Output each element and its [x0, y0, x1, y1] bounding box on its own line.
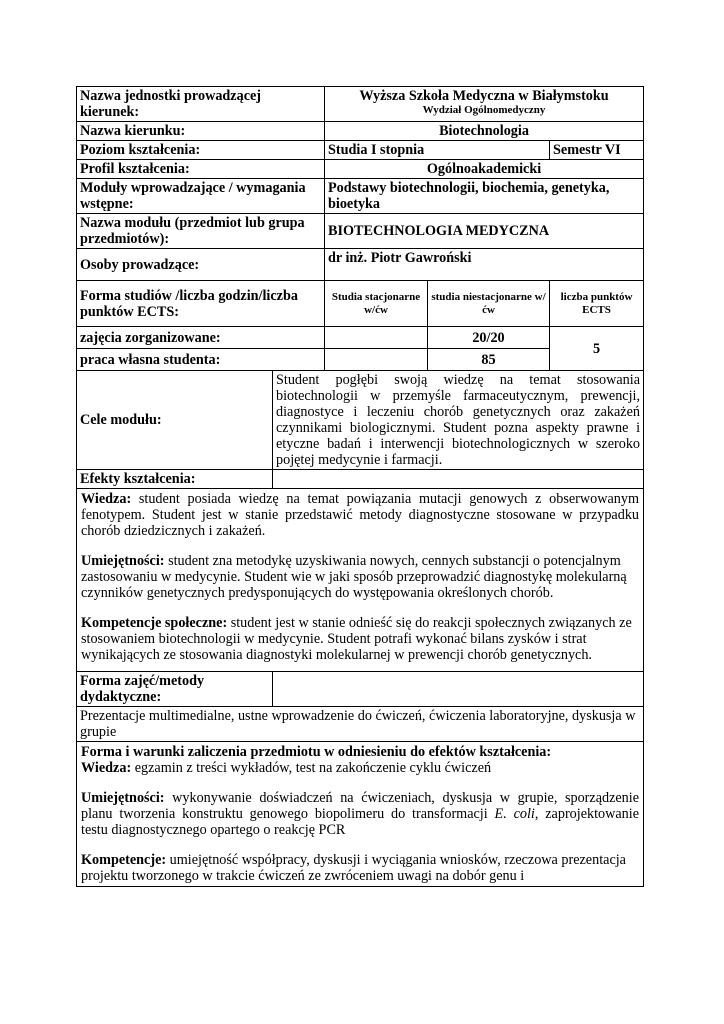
effects-knowledge	[81, 491, 639, 539]
ects-value: 5	[550, 327, 644, 371]
assessment-label: Forma i warunki zaliczenia przedmiotu w odniesieniu do efektów kształcenia:	[81, 744, 552, 760]
effects-header-row	[77, 470, 644, 489]
assessment-skills-label: Umiejętności:	[81, 790, 165, 806]
unit-row	[77, 87, 644, 122]
methods-label: Forma zajęć/metody dydaktyczne:	[77, 672, 273, 707]
effects-social-label: Kompetencje społeczne:	[81, 615, 228, 631]
organized-part-time: 20/20	[428, 327, 550, 349]
level-row	[77, 141, 644, 160]
methods-header-row	[77, 672, 644, 707]
prereq-label: Moduły wprowadzające / wymagania wstępne:	[77, 179, 325, 214]
syllabus-table	[76, 86, 644, 887]
effects-label: Efekty kształcenia:	[77, 470, 273, 489]
module-row	[77, 214, 644, 249]
assessment-knowledge-label: Wiedza:	[81, 760, 132, 776]
methods-header-empty	[273, 672, 644, 707]
assessment-competence-text: umiejętność współpracy, dyskusji i wyciągania wniosków, rzeczowa prezentacja projektu tworzonego w trakcie ćwiczeń ze zwróceniem uwagi na dobór genu i	[81, 852, 626, 884]
methods-body-row	[77, 707, 644, 742]
col-part-time: studia niestacjonarne w/ćw	[428, 281, 550, 327]
teachers-value: dr inż. Piotr Gawroński	[325, 249, 644, 281]
profile-label: Profil kształcenia:	[77, 160, 325, 179]
selfwork-stationary	[325, 349, 428, 371]
col-ects: liczba punktów ECTS	[550, 281, 644, 327]
unit-label: Nazwa jednostki prowadzącej kierunek:	[77, 87, 325, 122]
effects-knowledge-label: Wiedza:	[81, 491, 132, 507]
profile-row	[77, 160, 644, 179]
unit-cell	[325, 87, 644, 122]
module-label: Nazwa modułu (przedmiot lub grupa przedmiotów):	[77, 214, 325, 249]
teachers-row	[77, 249, 644, 281]
organized-row	[77, 327, 644, 349]
level-value: Studia I stopnia	[325, 141, 550, 160]
assessment-knowledge	[81, 760, 639, 776]
unit-value: Wyższa Szkoła Medyczna w Białymstoku	[359, 88, 609, 104]
assessment-skills-italic: E. coli	[494, 806, 535, 822]
goals-text: Student pogłębi swoją wiedzę na temat stosowania biotechnologii w przemyśle farmaceutycznym, prewencji, diagnostyce i leczeniu chorób genetycznych oraz zakażeń czynnikami biologicznymi. Student pozna aspekty prawne i etyczne badań i interwencji biotechnologicznych w szeroko pojętej medycynie i farmacji.	[273, 371, 644, 470]
field-row	[77, 122, 644, 141]
assessment-competence	[81, 852, 639, 884]
effects-skills-label: Umiejętności:	[81, 553, 165, 569]
assessment-body	[77, 742, 644, 887]
selfwork-label: praca własna studenta:	[77, 349, 325, 371]
assessment-competence-label: Kompetencje:	[81, 852, 167, 868]
teachers-label: Osoby prowadzące:	[77, 249, 325, 281]
effects-social-text: student jest w stanie odnieść się do reakcji społecznych związanych ze stosowaniem biotechnologii w medycynie. Student potrafi wykonać bilans zysków i strat wynikających ze stosowania diagnostyki molekularnej w prewencji chorób genetycznych.	[81, 615, 632, 663]
prereq-row	[77, 179, 644, 214]
methods-text: Prezentacje multimedialne, ustne wprowadzenie do ćwiczeń, ćwiczenia laboratoryjne, dyskusja w grupie	[77, 707, 644, 742]
module-value: BIOTECHNOLOGIA MEDYCZNA	[325, 214, 644, 249]
prereq-value: Podstawy biotechnologii, biochemia, genetyka, bioetyka	[325, 179, 644, 214]
forms-header-row	[77, 281, 644, 327]
profile-value: Ogólnoakademicki	[325, 160, 644, 179]
effects-body-row	[77, 489, 644, 672]
assessment-skills	[81, 790, 639, 838]
effects-social	[81, 615, 639, 663]
module-syllabus	[76, 86, 643, 887]
assessment-skills-text-b: , zaprojektowanie testu diagnostycznego opartego o reakcję PCR	[81, 806, 640, 838]
effects-header-empty	[273, 470, 644, 489]
effects-skills-text: student zna metodykę uzyskiwania nowych, cennych substancji o potencjalnym zastosowaniu w medycynie. Student wie w jaki sposób przeprowadzić diagnostykę molekularną czynników genetycznych predysponujących do występowania określonych chorób.	[81, 553, 627, 601]
assessment-skills-text-a: wykonywanie doświadczeń na ćwiczeniach, dyskusja w grupie, sporządzenie planu tworzenia konstruktu genowego biopolimeru do transformacji	[81, 790, 640, 822]
level-label: Poziom kształcenia:	[77, 141, 325, 160]
effects-body	[77, 489, 644, 672]
assessment-row	[77, 742, 644, 887]
selfwork-part-time: 85	[428, 349, 550, 371]
unit-subtitle: Wydział Ogólnomedyczny	[422, 104, 546, 116]
organized-label: zajęcia zorganizowane:	[77, 327, 325, 349]
organized-stationary	[325, 327, 428, 349]
effects-knowledge-text: student posiada wiedzę na temat powiązania mutacji genowych z obserwowanym fenotypem. Student jest w stanie przedstawić metody diagnostyczne stosowane w przypadku chorób dziedzicznych i zakażeń.	[81, 491, 640, 539]
forms-label: Forma studiów /liczba godzin/liczba punktów ECTS:	[77, 281, 325, 327]
semester-value: Semestr VI	[550, 141, 644, 160]
field-value: Biotechnologia	[325, 122, 644, 141]
goals-label: Cele modułu:	[77, 371, 273, 470]
goals-row	[77, 371, 644, 470]
effects-skills	[81, 553, 639, 601]
assessment-knowledge-text: egzamin z treści wykładów, test na zakończenie cyklu ćwiczeń	[131, 760, 492, 776]
col-stationary: Studia stacjonarne w/ćw	[325, 281, 428, 327]
field-label: Nazwa kierunku:	[77, 122, 325, 141]
